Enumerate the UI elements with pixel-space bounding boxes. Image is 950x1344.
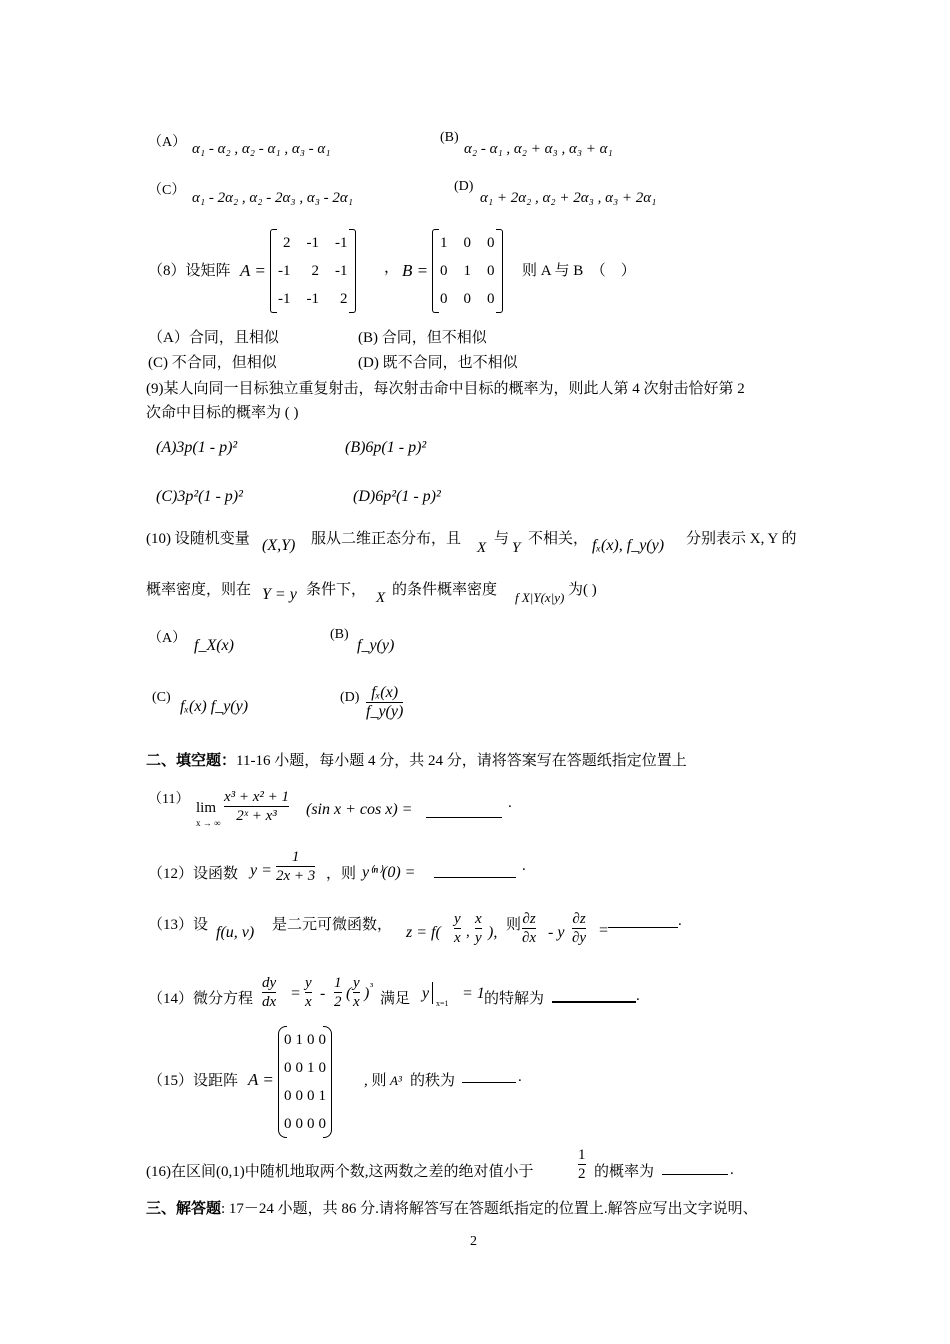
- matrix-cell: 0: [487, 263, 495, 279]
- q14-minus: -: [320, 985, 326, 1002]
- matrix-cell: 0: [284, 1032, 292, 1048]
- q14-cube: ³: [370, 981, 374, 993]
- q10-option-a-label: （A）: [148, 631, 187, 646]
- fraction-numerator: y: [305, 975, 312, 991]
- q14-y: y: [422, 985, 430, 1002]
- matrix-cell: 1: [463, 263, 471, 279]
- fraction-numerator: fₓ(x): [371, 684, 399, 701]
- q10-option-a-expr: f_X(x): [194, 637, 234, 654]
- q9-line-2: 次命中目标的概率为 ( ): [146, 405, 299, 421]
- fraction-numerator: y: [353, 975, 360, 991]
- q7-option-b-expr: α₂ - α₁ , α₂ + α₃ , α₃ + α₁: [464, 141, 613, 157]
- fraction-numerator: ∂z: [572, 911, 586, 927]
- q14-condition: x=1: [436, 999, 449, 1008]
- fraction-numerator: 1: [334, 975, 342, 991]
- q10-condition: Y = y: [262, 586, 297, 603]
- q13-eq: =: [598, 922, 609, 939]
- q7-option-a-label: （A）: [148, 135, 187, 150]
- q12-y: y =: [250, 862, 272, 879]
- q10-text-4: 不相关，: [528, 531, 589, 547]
- fraction-numerator: x: [475, 911, 482, 927]
- q10-option-b-expr: f_y(y): [357, 637, 395, 654]
- matrix-cell: 2: [311, 263, 319, 279]
- q10-text-7: 条件下，: [306, 582, 367, 598]
- q15-matrix: [278, 1026, 332, 1138]
- q15-end: .: [518, 1069, 522, 1085]
- q13-end: .: [678, 913, 682, 929]
- q10-x: X: [477, 540, 487, 556]
- fraction-numerator: y: [454, 911, 461, 927]
- q8-suffix: 则 A 与 B （ ）: [522, 263, 636, 279]
- q11-label: （11）: [148, 792, 190, 807]
- q12-mid: ，则: [326, 866, 357, 882]
- q10-text-3: 与: [494, 531, 510, 547]
- section-2-description: 11-16 小题，每小题 4 分，共 24 分，请将答案写在答题纸指定位置上: [236, 753, 687, 769]
- q8-option-d: (D) 既不合同，也不相似: [358, 355, 518, 371]
- q16-suffix: 的概率为: [594, 1164, 655, 1180]
- q13-label: （13）设: [148, 917, 209, 933]
- q12-answer-blank[interactable]: [434, 863, 516, 878]
- q10-text-2: 服从二维正态分布，且: [311, 531, 462, 547]
- matrix-cell: 0: [487, 235, 495, 251]
- matrix-cell: 1: [440, 235, 448, 251]
- q7-option-c-expr: α₁ - 2α₂ , α₂ - 2α₃ , α₃ - 2α₁: [192, 190, 354, 206]
- matrix-cell: 1: [295, 1032, 303, 1048]
- q16-fraction: [578, 1146, 586, 1183]
- section-3-heading: [146, 1197, 758, 1218]
- fraction-denominator: 2x + 3: [276, 868, 316, 884]
- q10-option-d-label: (D): [340, 690, 360, 705]
- matrix-cell: 0: [307, 1116, 315, 1132]
- matrix-cell: 0: [318, 1060, 326, 1076]
- page-number: 2: [470, 1234, 477, 1249]
- q14-derivative: [262, 974, 276, 1011]
- q13-z: z = f(: [406, 924, 441, 941]
- q13-f: f(u, v): [216, 924, 255, 941]
- matrix-cell: -1: [306, 235, 319, 251]
- q10-text-8: 的条件概率密度: [392, 582, 498, 598]
- q12-label: （12）设函数: [148, 866, 239, 882]
- q10-option-c-expr: fₓ(x) f_y(y): [180, 698, 249, 715]
- q10-text-1: (10) 设随机变量: [146, 531, 250, 547]
- q11-fraction: [224, 788, 289, 825]
- q7-option-d-label: (D): [454, 179, 474, 194]
- q13-partial-x: [522, 910, 536, 947]
- q8-option-b: (B) 合同，但不相似: [358, 330, 487, 346]
- matrix-cell: 0: [463, 291, 471, 307]
- matrix-cell: 0: [318, 1032, 326, 1048]
- q10-xy: (X,Y): [262, 537, 296, 554]
- matrix-cell: 2: [340, 291, 348, 307]
- matrix-cell: 0: [284, 1088, 292, 1104]
- q8-comma: ，: [384, 260, 400, 276]
- q10-text-5: 分别表示 X, Y 的: [686, 531, 797, 547]
- matrix-cell: -1: [278, 291, 291, 307]
- q13-fraction-2: [475, 910, 482, 947]
- q14-suffix: 的特解为: [484, 991, 545, 1007]
- q14-fraction-3: [353, 974, 360, 1011]
- q13-fraction-1: [454, 910, 461, 947]
- fraction-denominator: ∂y: [572, 930, 587, 946]
- q10-option-c-label: (C): [152, 690, 171, 705]
- matrix-cell: 0: [463, 235, 471, 251]
- q15-a-cubed: A³: [390, 1073, 402, 1088]
- q8-option-c: (C) 不合同，但相似: [148, 355, 277, 371]
- q7-option-a-expr: α₁ - α₂ , α₂ - α₁ , α₃ - α₁: [192, 141, 331, 157]
- fraction-denominator: f_y(y): [366, 703, 404, 720]
- section-2-title: 二、填空题：: [146, 753, 237, 769]
- q14-label: （14）微分方程: [148, 991, 254, 1007]
- fraction-denominator: 2: [578, 1166, 586, 1182]
- q14-fraction-2: [334, 974, 342, 1011]
- fraction-numerator: 1: [578, 1147, 586, 1163]
- section-3-title: 三、解答题: [146, 1201, 222, 1217]
- q14-fraction-1: [305, 974, 312, 1011]
- matrix-cell: 0: [295, 1088, 303, 1104]
- matrix-cell: 0: [318, 1116, 326, 1132]
- q12-fraction: [276, 848, 315, 885]
- fraction-denominator: ∂x: [522, 930, 537, 946]
- q14-end: .: [636, 988, 640, 1004]
- matrix-cell: 0: [284, 1116, 292, 1132]
- fraction-numerator: x³ + x² + 1: [224, 789, 290, 805]
- matrix-cell: 1: [318, 1088, 326, 1104]
- matrix-cell: -1: [335, 235, 348, 251]
- matrix-cell: -1: [278, 263, 291, 279]
- fraction-denominator: 2: [334, 994, 342, 1010]
- fraction-numerator: 1: [291, 849, 300, 865]
- q9-option-c: (C)3p²(1 - p)²: [156, 488, 243, 505]
- matrix-cell: 0: [440, 291, 448, 307]
- q8-option-a: （A）合同，且相似: [148, 330, 279, 346]
- q13-then: 则: [506, 917, 522, 933]
- q11-rest: (sin x + cos x) =: [306, 801, 413, 818]
- fraction-denominator: 2ˣ + x³: [224, 806, 289, 825]
- q11-end: .: [508, 795, 512, 811]
- q10-text-6: 概率密度，则在: [146, 582, 252, 598]
- q7-option-d-expr: α₁ + 2α₂ , α₂ + 2α₃ , α₃ + 2α₁: [480, 190, 657, 206]
- matrix-cell: 0: [307, 1032, 315, 1048]
- q10-text-9: 为( ): [568, 582, 597, 598]
- q15-answer-blank[interactable]: [462, 1068, 516, 1083]
- q14-mid: 满足: [380, 991, 411, 1007]
- fraction-denominator: x: [454, 930, 461, 946]
- q16-end: .: [730, 1162, 734, 1178]
- matrix-cell: 0: [295, 1116, 303, 1132]
- q7-option-b-label: (B): [440, 130, 459, 145]
- q8-a-name: A =: [240, 261, 266, 280]
- q16-answer-blank[interactable]: [662, 1160, 728, 1175]
- q13-mid: 是二元可微函数，: [272, 917, 393, 933]
- q13-close: ),: [488, 924, 498, 941]
- q9-option-d: (D)6p²(1 - p)²: [353, 488, 441, 505]
- q10-densities: fₓ(x), f_y(y): [592, 537, 665, 554]
- q12-end: .: [522, 858, 526, 874]
- q15-suffix: 的秩为: [410, 1073, 456, 1089]
- q8-b-name: B =: [402, 261, 429, 280]
- fraction-denominator: x: [305, 994, 312, 1010]
- q13-answer-blank[interactable]: [608, 913, 678, 928]
- q9-option-a: (A)3p(1 - p)²: [156, 439, 238, 456]
- q11-lim-subscript: x → ∞: [196, 818, 221, 828]
- q13-minus: - y: [548, 924, 565, 941]
- q15-then: , 则: [364, 1073, 387, 1089]
- matrix-cell: 1: [307, 1060, 315, 1076]
- q10-y: Y: [512, 540, 521, 556]
- q14-answer-blank[interactable]: [552, 987, 636, 1003]
- fraction-denominator: y: [475, 930, 482, 946]
- q11-answer-blank[interactable]: [426, 803, 502, 818]
- matrix-cell: 0: [307, 1088, 315, 1104]
- matrix-cell: 0: [440, 263, 448, 279]
- q10-conditional-density: f X|Y(x|y): [515, 590, 565, 605]
- matrix-cell: 0: [295, 1060, 303, 1076]
- q8-matrix-a: [270, 229, 356, 313]
- q10-x-2: X: [376, 590, 386, 606]
- q10-option-d-fraction: [366, 684, 403, 721]
- q14-eq1: = 1: [462, 985, 485, 1002]
- matrix-cell: 0: [284, 1060, 292, 1076]
- fraction-numerator: dy: [262, 975, 277, 991]
- matrix-cell: 2: [283, 235, 291, 251]
- q9-option-b: (B)6p(1 - p)²: [345, 439, 427, 456]
- q10-option-b-label: (B): [330, 627, 349, 642]
- q7-option-c-label: （C）: [148, 183, 186, 198]
- q15-label: （15）设距阵: [148, 1073, 239, 1089]
- fraction-numerator: ∂z: [522, 911, 536, 927]
- q12-expr: y⁽ⁿ⁾(0) =: [362, 864, 416, 881]
- q13-partial-y: [572, 910, 586, 947]
- q14-eq: =: [290, 985, 301, 1002]
- matrix-cell: -1: [335, 263, 348, 279]
- section-2-heading: [146, 749, 687, 770]
- matrix-cell: -1: [306, 291, 319, 307]
- q9-line-1: (9)某人向同一目标独立重复射击，每次射击命中目标的概率为，则此人第 4 次射击恰好第 2: [146, 381, 745, 397]
- q15-a-name: A =: [248, 1070, 274, 1089]
- fraction-denominator: dx: [262, 994, 277, 1010]
- section-3-description: : 17－24 小题，共 86 分.请将解答写在答题纸指定的位置上.解答应写出文字说明、: [221, 1201, 758, 1217]
- q11-lim: lim: [196, 800, 217, 816]
- q8-prefix: （8）设矩阵: [148, 263, 231, 279]
- fraction-denominator: x: [353, 994, 360, 1010]
- q16-text: (16)在区间(0,1)中随机地取两个数,这两数之差的绝对值小于: [146, 1164, 534, 1180]
- matrix-cell: 0: [487, 291, 495, 307]
- q8-matrix-b: [432, 229, 503, 313]
